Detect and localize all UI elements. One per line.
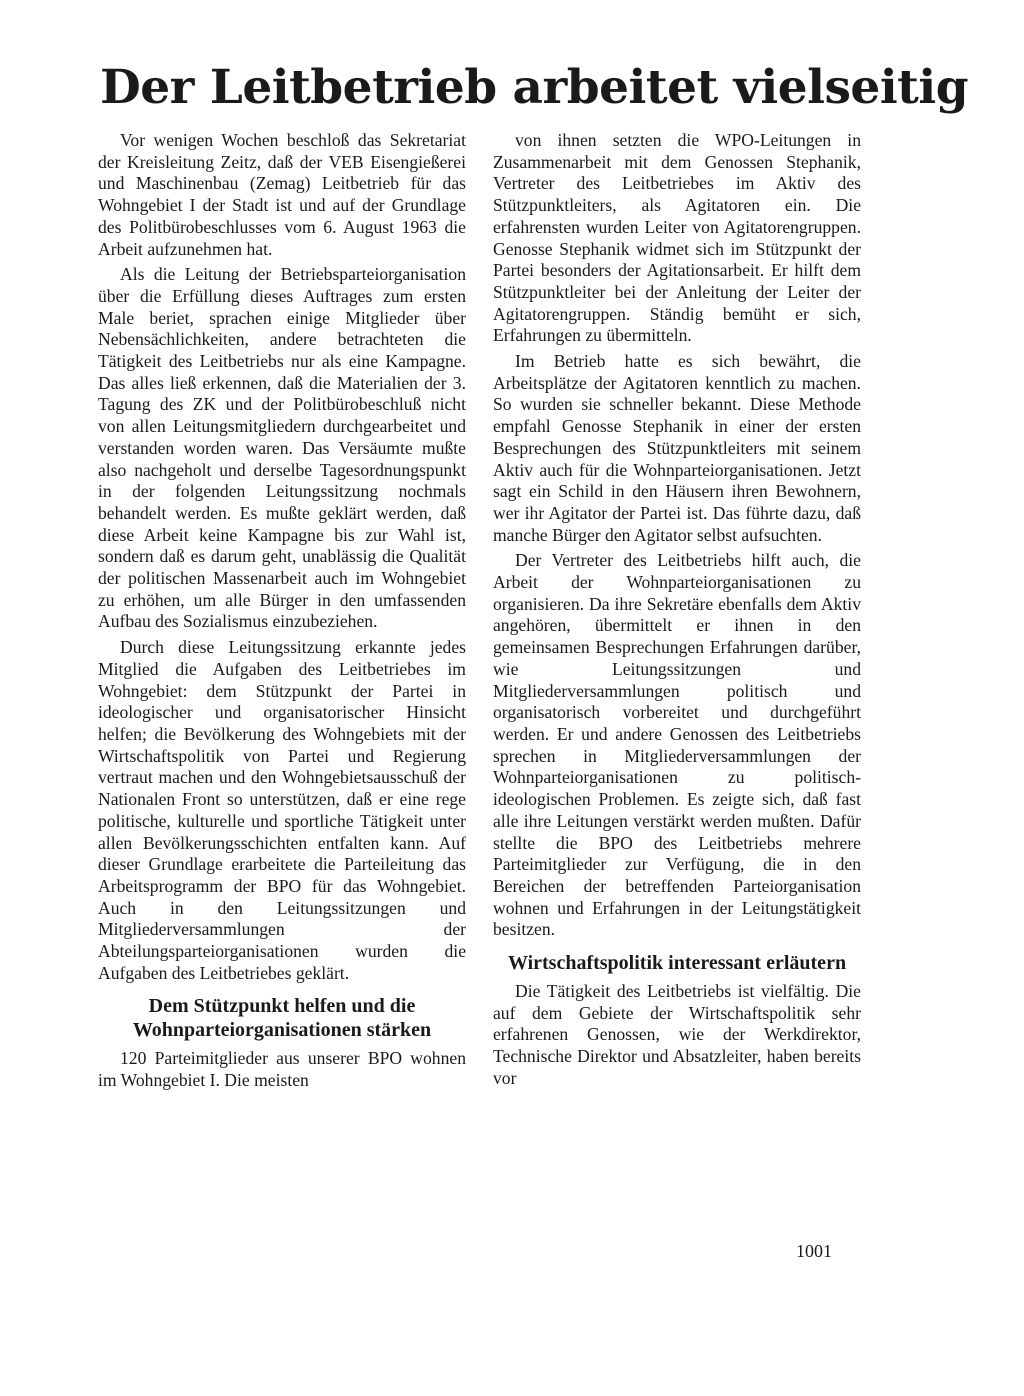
paragraph: 120 Parteimitglieder aus unserer BPO wohnen im Wohngebiet I. Die meisten	[98, 1048, 466, 1091]
paragraph: Im Betrieb hatte es sich bewährt, die Arbeitsplätze der Agitatoren kenntlich zu machen. So wurden sie schneller bekannt. Diese Methode empfahl Genosse Stephanik in einer der ersten Besprechungen des Stützpunktleiters mit seinem Aktiv auch für die Wohnparteiorganisationen. Jetzt sagt ein Schild in den Häusern ihren Bewohnern, wer ihr Agitator der Partei ist. Das führte dazu, daß manche Bürger den Agitator selbst aufsuchten.	[493, 351, 861, 545]
page-number: 1001	[796, 1241, 832, 1261]
paragraph: Die Tätigkeit des Leitbetriebs ist vielfältig. Die auf dem Gebiete der Wirtschaftspolitik sehr erfahrenen Genossen, wie der Werkdirektor, Technische Direktor und Absatzleiter, haben bereits vor	[493, 981, 861, 1088]
paragraph: Der Vertreter des Leitbetriebs hilft auch, die Arbeit der Wohnparteiorganisationen zu organisieren. Da ihre Sekretäre ebenfalls dem Aktiv angehören, übermittelt er ihnen in den gemeinsamen Besprechungen Erfahrungen darüber, wie Leitungssitzungen und Mitgliederversammlungen politisch und organisatorisch vorbereitet und durchgeführt werden. Er und andere Genossen des Leitbetriebs sprechen in Mitgliederversammlungen der Wohnparteiorganisationen zu politisch-ideologischen Problemen. Es zeigte sich, daß fast alle ihre Leitungen verstärkt werden mußten. Dafür stellte die BPO des Leitbetriebs mehrere Parteimitglieder zur Verfügung, die in den Bereichen der betreffenden Parteiorganisation wohnen und Erfahrungen in der Leitungstätigkeit besitzen.	[493, 550, 861, 940]
article-title: Der Leitbetrieb arbeitet vielseitig	[100, 60, 969, 115]
section-heading: Wirtschaftspolitik interessant erläutern	[507, 952, 847, 975]
section-heading: Dem Stützpunkt helfen und die Wohnparteiorganisationen stärken	[132, 995, 432, 1042]
left-column	[98, 130, 466, 1096]
paragraph: Vor wenigen Wochen beschloß das Sekretariat der Kreisleitung Zeitz, daß der VEB Eisengießerei und Maschinenbau (Zemag) Leitbetrieb für das Wohngebiet I der Stadt ist und auf der Grundlage des Politbürobeschlusses vom 6. August 1963 die Arbeit aufzunehmen hat.	[98, 130, 466, 259]
paragraph: von ihnen setzten die WPO-Leitungen in Zusammenarbeit mit dem Genossen Stephanik, Vertreter des Leitbetriebes im Aktiv des Stützpunktleiters, als Agitatoren ein. Die erfahrensten wurden Leiter von Agitatorengruppen. Genosse Stephanik widmet sich im Stützpunkt der Partei besonders der Agitationsarbeit. Er hilft dem Stützpunktleiter bei der Anleitung der Leiter der Agitatorengruppen. Ständig bemüht er sich, Erfahrungen zu übermitteln.	[493, 130, 861, 346]
right-column	[493, 130, 861, 1094]
paragraph: Als die Leitung der Betriebsparteiorganisation über die Erfüllung dieses Auftrages zum ersten Male beriet, sprachen einige Mitglieder über Nebensächlichkeiten, andere betrachteten die Tätigkeit des Leitbetriebs nur als eine Kampagne. Das alles ließ erkennen, daß die Materialien der 3. Tagung des ZK und der Politbürobeschluß nicht von allen Leitungsmitgliedern durchgearbeitet und verstanden worden waren. Das Versäumte mußte also nachgeholt und derselbe Tagesordnungspunkt in der folgenden Leitungssitzung nochmals behandelt werden. Es mußte geklärt werden, daß diese Arbeit keine Kampagne bis zur Wahl ist, sondern daß es darum geht, unablässig die Qualität der politischen Massenarbeit auch im Wohngebiet zu erhöhen, um alle Bürger in den umfassenden Aufbau des Sozialismus einzubeziehen.	[98, 264, 466, 632]
paragraph: Durch diese Leitungssitzung erkannte jedes Mitglied die Aufgaben des Leitbetriebes im Wohngebiet: dem Stützpunkt der Partei in ideologischer und organisatorischer Hinsicht helfen; die Bevölkerung des Wohngebiets mit der Wirtschaftspolitik von Partei und Regierung vertraut machen und den Wohngebietsausschuß der Nationalen Front so unterstützen, daß er eine rege politische, kulturelle und sportliche Tätigkeit unter allen Bevölkerungsschichten entfalten kann. Auf dieser Grundlage erarbeitete die Parteileitung das Arbeitsprogramm der BPO für das Wohngebiet. Auch in den Leitungssitzungen und Mitgliederversammlungen der Abteilungsparteiorganisationen wurden die Aufgaben des Leitbetriebes geklärt.	[98, 637, 466, 983]
